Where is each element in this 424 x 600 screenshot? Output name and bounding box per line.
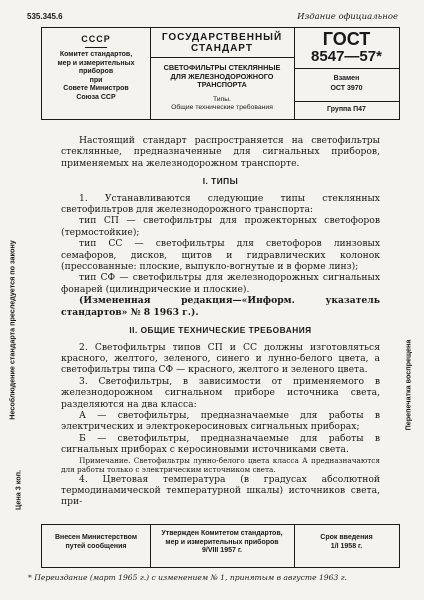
header-table — [41, 27, 400, 120]
effective-date-cell: Срок введения 1/I 1958 г. — [320, 534, 373, 550]
footer-table — [41, 524, 400, 568]
group-code: Группа П47 — [327, 106, 366, 113]
gost-label: ГОСТ — [322, 29, 371, 49]
paragraph: А — светофильтры, предназначаемые для работы в электрических и электрокеросиновых сигнальных приборах; — [61, 409, 380, 433]
divider — [85, 47, 107, 48]
header-authority-cell — [42, 28, 151, 119]
amendment-note: (Измененная редакция—«Информ. указатель стандартов» № 8 1963 г.). — [61, 295, 380, 318]
legal-notice-vertical: Несоблюдение стандарта преследуется по закону — [7, 240, 17, 420]
header-number-cell — [294, 28, 399, 119]
paragraph: 1. Устанавливаются следующие типы стеклянных светофильтров для железнодорожного транспорта: — [61, 192, 380, 216]
paragraph: тип СС — светофильтры для светофоров линзовых семафоров, дисков, щитов и гидравлических колонок (прессованные: плоские, выпукло-вогнутые и в форме линз); — [61, 238, 380, 273]
section-heading-requirements: II. ОБЩИЕ ТЕХНИЧЕСКИЕ ТРЕБОВАНИЯ — [129, 325, 312, 336]
replaced-standard: ОСТ 3970 — [330, 85, 363, 92]
paragraph: тип СФ — светофильтры для железнодорожных сигнальных фонарей (цилиндрические и плоские). — [61, 272, 380, 295]
divider — [294, 68, 399, 69]
state-standard-label: ГОСУДАРСТВЕННЫЙ СТАНДАРТ — [161, 32, 283, 54]
section-heading-types: I. ТИПЫ — [202, 176, 239, 187]
approved-cell: Утвержден Комитетом стандартов, мер и измерительных приборов 9/VIII 1957 г. — [150, 525, 295, 567]
introduced-by-cell: Внесен Министерством путей сообщения — [42, 525, 151, 567]
standard-subtitle: Типы. Общие технические требования — [171, 95, 273, 111]
paragraph: тип СП — светофильтры для прожекторных светофоров (термостойкие); — [61, 215, 380, 238]
divider — [294, 101, 399, 102]
ussr-label: СССР — [81, 34, 111, 44]
reissue-footnote: * Переиздание (март 1965 г.) с изменением № 1, принятым в августе 1963 г. — [28, 573, 347, 582]
intro-paragraph: Настоящий стандарт распространяется на светофильтры стеклянные, предназначенные для сигнальных приборов, применяемых на железнодорожном транспорте. — [61, 135, 380, 169]
paragraph: 3. Светофильтры, в зависимости от применяемого в железнодорожном сигнальном приборе источника света, разделяются на два класса: — [61, 375, 380, 410]
standard-title: СВЕТОФИЛЬТРЫ СТЕКЛЯННЫЕ ДЛЯ ЖЕЛЕЗНОДОРОЖНОГО ТРАНСПОРТА — [163, 63, 281, 89]
edition-label: Издание официальное — [297, 12, 398, 22]
divider — [150, 57, 294, 58]
paragraph: Б — светофильтры, предназначаемые для работы в сигнальных приборах с керосиновыми источниками света. — [61, 432, 380, 456]
committee-name: Комитет стандартов, мер и измерительных приборов при Совете Министров Союза ССР — [57, 51, 135, 101]
paragraph: 2. Светофильтры типов СП и СС должны изготовляться красного, желтого, зеленого, синего и лунно-белого цвета, а светофильтры типа СФ — красного, желтого и зеленого цвета. — [61, 341, 380, 376]
udc-code: 535.345.6 — [27, 12, 63, 21]
document-body — [61, 135, 380, 508]
note-paragraph: Примечание. Светофильтры лунно-белого цвета класса А предназначаются для работы только с электрическим источником света. — [61, 455, 380, 474]
reprint-notice-vertical: Перепечатка воспрещена — [403, 339, 413, 431]
gost-number: 8547—57* — [311, 48, 382, 65]
paragraph: 4. Цветовая температура (в градусах абсолютной термодинамической температурной шкалы) источников света, при- — [61, 473, 380, 508]
price-label: Цена 3 коп. — [13, 470, 23, 510]
header-title-cell — [150, 28, 295, 119]
replaces-label: Взамен — [333, 75, 360, 82]
